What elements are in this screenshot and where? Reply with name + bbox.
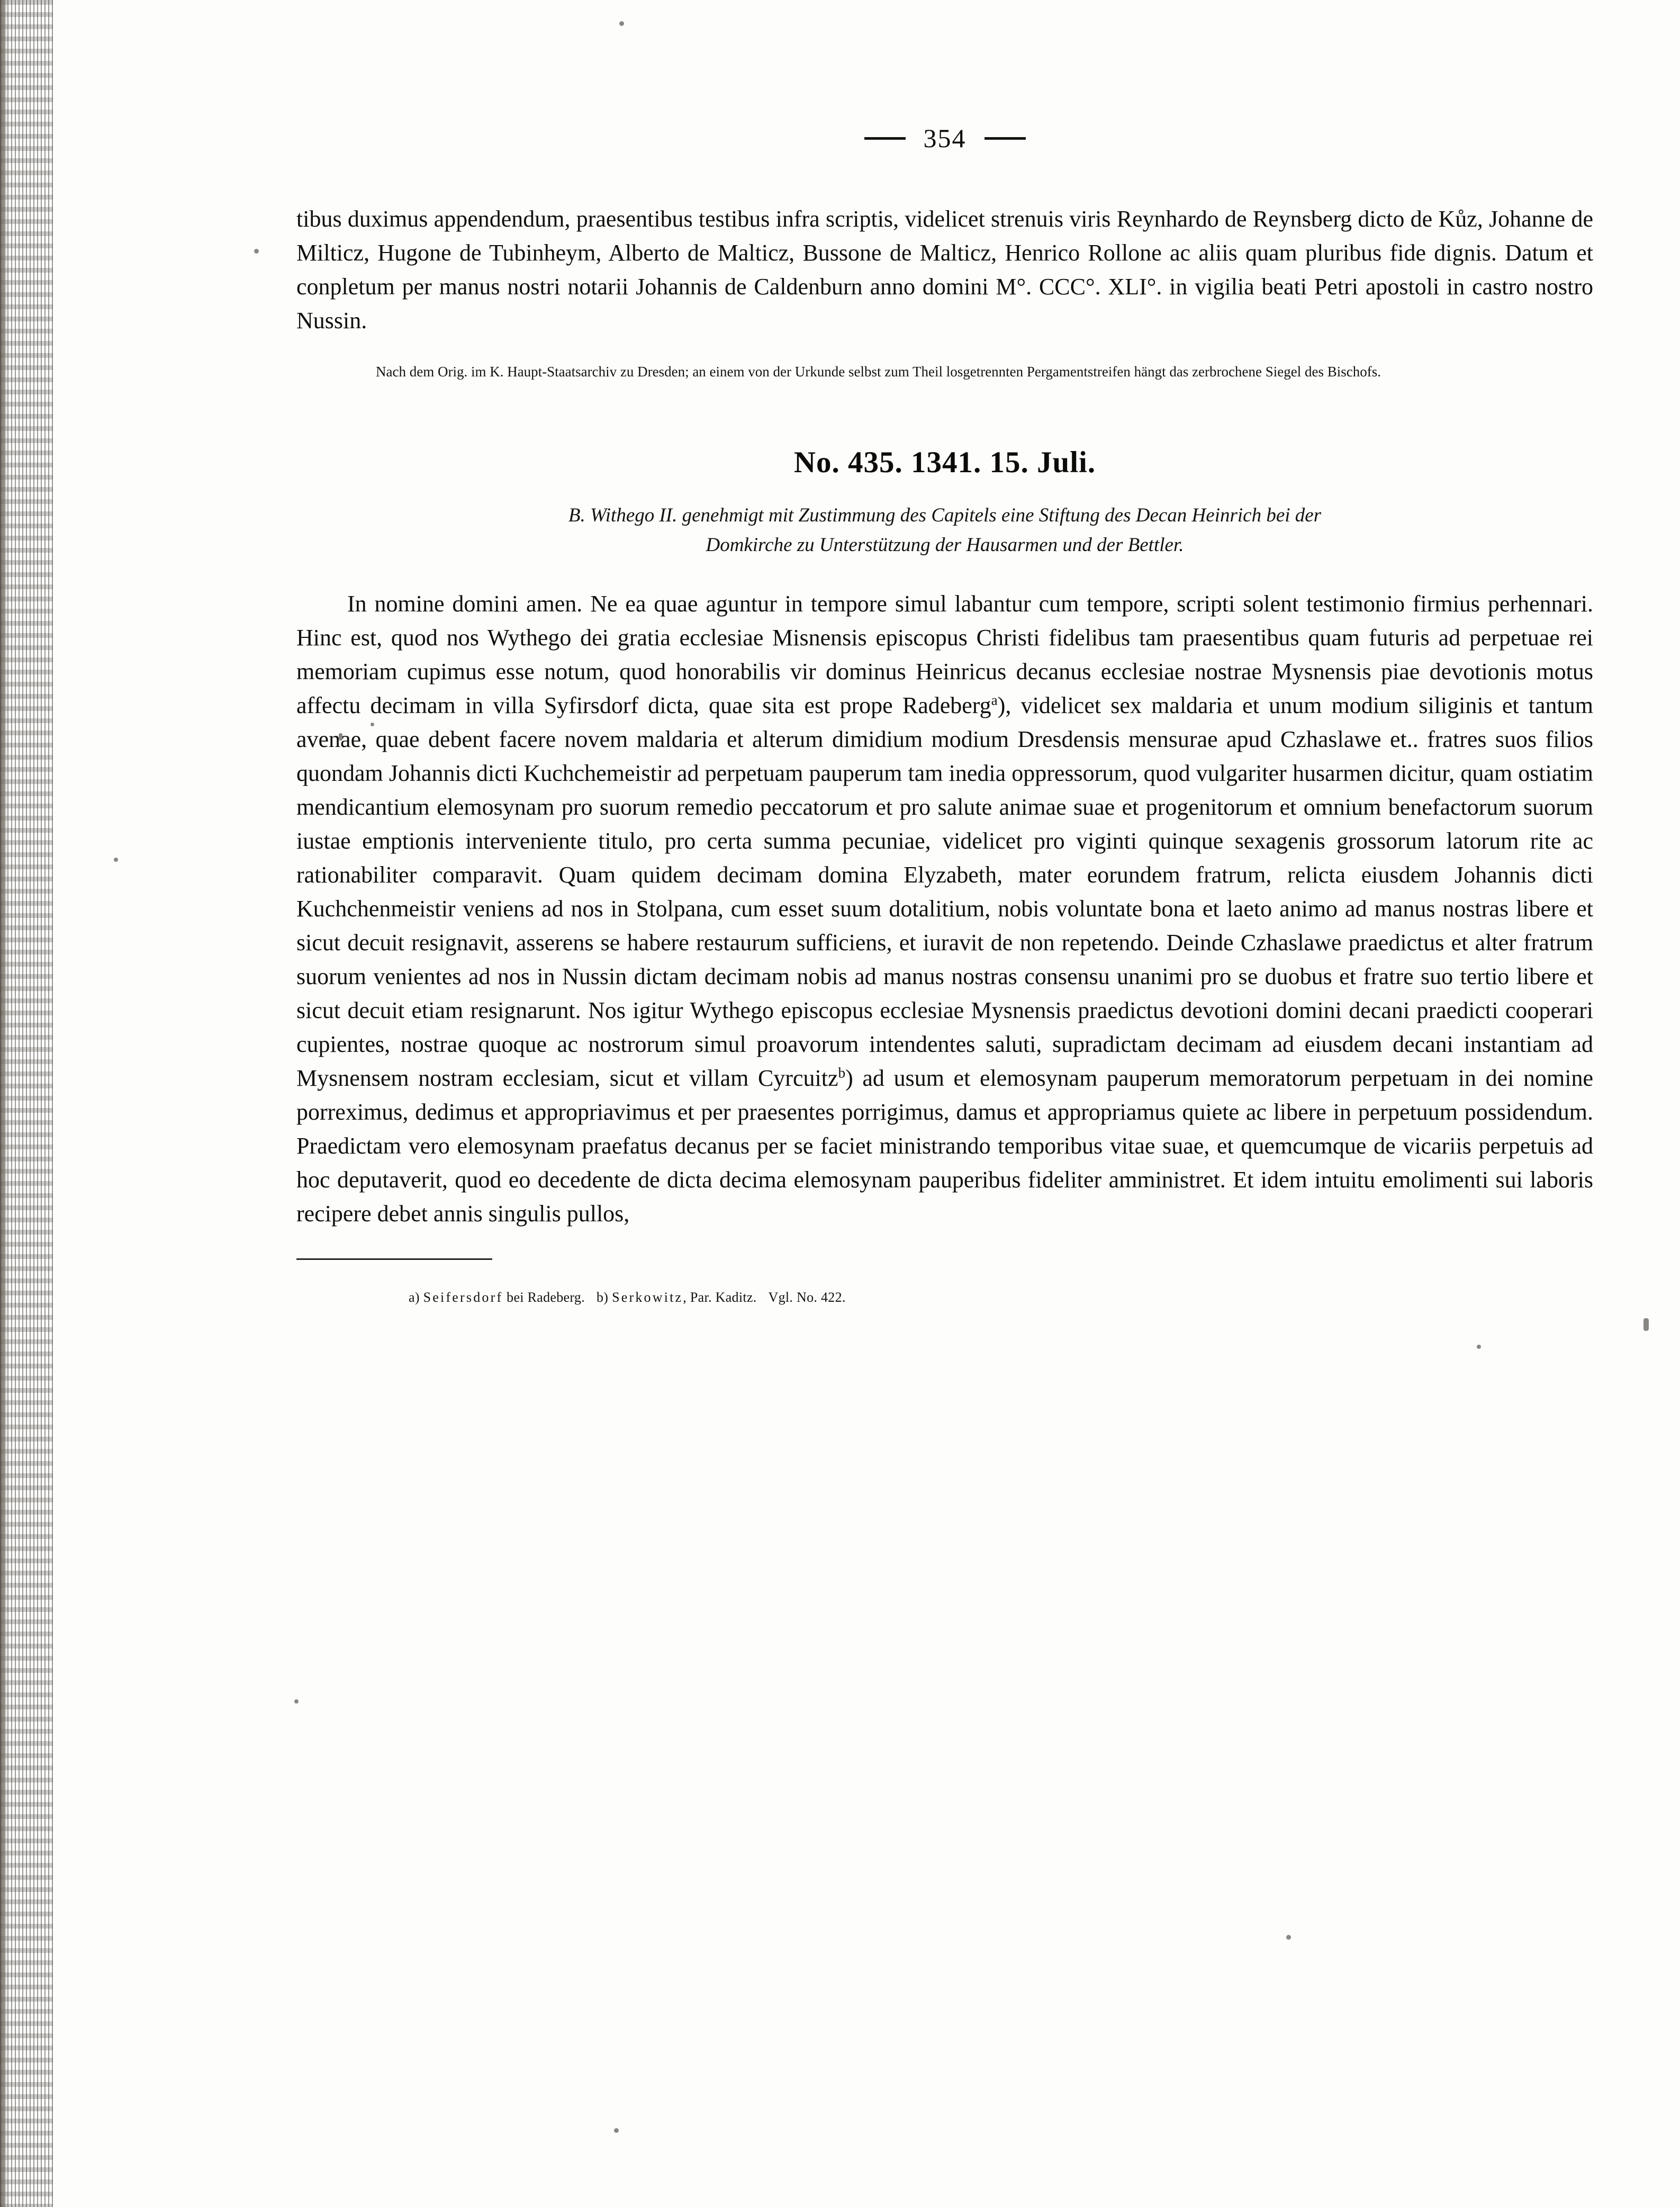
previous-entry-body: tibus duximus appendendum, praesentibus testibus infra scriptis, videlicet strenuis viris Reynhardo de Reynsberg dicto de Kůz, Johanne de Milticz, Hugone de Tubinheym, Alberto de Malticz, Bussone de Malticz, Henrico Rollone ac aliis quam pluribus fide dignis. Datum et conpletum per manus nostri notarii Johannis de Caldenburn anno domini M°. CCC°. XLI°. in vigilia beati Petri apostoli in castro nostro Nussin.: [296, 206, 1593, 334]
footnote-separator-rule: [296, 1258, 492, 1260]
footnote-marker-b[interactable]: b: [838, 1065, 846, 1081]
entry-subtitle-line-2: Domkirche zu Unterstützung der Hausarmen und der Bettler.: [706, 534, 1184, 556]
footnote-a-marker: a): [409, 1290, 420, 1305]
folio-rule-right: [984, 137, 1026, 140]
scan-speck: [254, 249, 259, 254]
scan-speck: [614, 2128, 619, 2133]
footnote-b-text: , Par. Kaditz.: [683, 1290, 757, 1305]
footnote-reference: Vgl. No. 422.: [768, 1290, 846, 1305]
entry-subtitle-line-1: B. Withego II. genehmigt mit Zustimmung des Capitels eine Stiftung des Decan Heinrich bei der: [568, 505, 1322, 527]
footnote-line: [296, 1290, 1593, 1305]
page-number: 354: [923, 123, 967, 153]
page-content-column: [296, 0, 1593, 1305]
folio-line: [296, 123, 1593, 154]
footnote-b-marker: b): [596, 1290, 609, 1305]
entry-body: [296, 587, 1593, 1231]
entry-subtitle: [296, 501, 1593, 560]
previous-entry-source-note: Nach dem Orig. im K. Haupt-Staatsarchiv zu Dresden; an einem von der Urkunde selbst zum Theil losgetrennten Pergamentstreifen hängt das zerbrochene Siegel des Bischofs.: [376, 364, 1381, 380]
scan-speck: [1286, 1935, 1291, 1940]
scan-speck: [294, 1699, 299, 1704]
scan-speck: [114, 858, 118, 862]
entry-body-part-2: ), videlicet sex maldaria et unum modium siliginis et tantum avenae, quae debent facere novem maldaria et alterum dimidium modium Dresdensis mensurae apud Czhaslawe et.. fratres suos filios quondam Johannis dicti Kuchchemeistir ad perpetuam pauperum tam inedia oppressorum, quod vulgariter husarmen dicitur, quam ostiatim mendicantium elemosynam pro suorum remedio peccatorum et pro salute animae suae et progenitorum et omnium benefactorum suorum iustae emptionis interveniente titulo, pro certa summa pecuniae, videlicet pro viginti quinque sexagenis grossorum latorum rite ac rationabiliter comparavit. Quam quidem decimam domina Elyzabeth, mater eorundem fratrum, relicta eiusdem Johannis dicti Kuchchenmeistir veniens ad nos in Stolpana, cum esset suum dotalitium, nobis voluntate bona et laeto animo ad manus nostras libere et sicut decuit resignavit, asserens se habere restaurum sufficiens, et iuravit de non repetendo. Deinde Czhaslawe praedictus et alter fratrum suorum venientes ad nos in Nussin dictam decimam nobis ad manus nostras consensu unanimi pro se duobus et fratre suo tertio libere et sicut decuit etiam resignarunt. Nos igitur Wythego episcopus ecclesiae Mysnensis praedictus devotioni domini decani praedicti cooperari cupientes, nostrae quoque ac nostrorum simul proavorum intendentes saluti, supradictam decimam ad eiusdem decani instantiam ad Mysnensem nostram ecclesiam, sicut et villam Cyrcuitz: [296, 692, 1593, 1092]
footnote-b-place: Serkowitz: [612, 1290, 683, 1305]
scan-speck: [1477, 1345, 1481, 1349]
scan-speck: [1643, 1318, 1649, 1331]
entry-body-part-3: ) ad usum et elemosynam pauperum memoratorum perpetuam in dei nomine porreximus, dedimus et appropriavimus et per praesentes porrigimus, damus et appropriamus quiete ac libere in perpetuum possidendum. Praedictam vero elemosynam praefatus decanus per se faciet ministrando temporibus vitae suae, et quemcumque de vicariis perpetuis ad hoc deputaverit, quod eo decedente de dicta decima elemosynam pauperibus fideliter amministret. Et idem intuitu emolimenti sui laboris recipere debet annis singulis pullos,: [296, 1065, 1593, 1227]
scan-edge-shadow: [0, 0, 7, 2207]
scan-gutter-artifact: [0, 0, 53, 2207]
folio-rule-left: [864, 137, 906, 140]
footnote-marker-a[interactable]: a: [991, 692, 998, 708]
entry-body-part-1: In nomine domini amen. Ne ea quae aguntur in tempore simul labantur cum tempore, scripti solent testimonio firmius perhennari. Hinc est, quod nos Wythego dei gratia ecclesiae Misnensis episcopus Christi fidelibus tam praesentibus quam futuris ad perpetuae rei memoriam cupimus esse notum, quod honorabilis vir dominus Heinricus decanus ecclesiae nostrae Mysnensis piae devotionis motus affectu decimam in villa Syfirsdorf dicta, quae sita est prope Radeberg: [296, 591, 1593, 719]
entry-heading: No. 435. 1341. 15. Juli.: [793, 446, 1096, 480]
footnote-a-text: bei Radeberg.: [507, 1290, 585, 1305]
footnote-a-place: Seifersdorf: [423, 1290, 503, 1305]
